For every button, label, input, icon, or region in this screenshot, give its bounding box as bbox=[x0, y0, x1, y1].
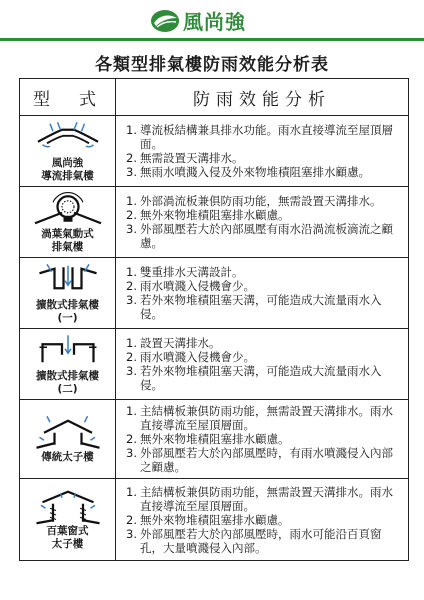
type-name: 擴散式排氣樓 (一) bbox=[36, 298, 99, 324]
analysis-item bbox=[126, 485, 402, 513]
item-number: 2. bbox=[126, 279, 137, 293]
item-text: 雨水噴濺入侵機會少。 bbox=[140, 279, 255, 293]
type-name: 風尚強 導流排氣樓 bbox=[41, 156, 94, 182]
item-number: 3. bbox=[126, 293, 137, 307]
analysis-item bbox=[126, 527, 402, 555]
item-number: 1. bbox=[126, 265, 137, 279]
analysis-list bbox=[126, 194, 402, 250]
analysis-item bbox=[126, 350, 402, 364]
item-text: 無外來物堆積阻塞排水顧慮。 bbox=[140, 512, 290, 527]
item-number: 3. bbox=[126, 165, 137, 179]
header-type: 型 式 bbox=[20, 79, 116, 116]
analysis-list bbox=[126, 404, 402, 474]
item-number: 2. bbox=[126, 432, 137, 446]
item-text: 雨水噴濺入侵機會少。 bbox=[140, 350, 255, 364]
analysis-list bbox=[126, 265, 402, 321]
analysis-cell bbox=[116, 258, 409, 329]
analysis-list bbox=[126, 336, 402, 392]
analysis-item bbox=[126, 404, 402, 432]
item-text: 雙重排水天溝設計。 bbox=[140, 265, 244, 279]
analysis-item bbox=[126, 265, 402, 279]
analysis-list bbox=[126, 123, 402, 179]
table-header-row bbox=[20, 79, 409, 116]
analysis-table bbox=[19, 78, 409, 561]
type-cell bbox=[20, 479, 116, 561]
type-name: 渦葉氣動式 排氣樓 bbox=[41, 227, 94, 253]
table-row bbox=[20, 258, 409, 329]
analysis-item bbox=[126, 432, 402, 446]
item-text: 外部渦流板兼俱防雨功能，無需設置天溝排水。 bbox=[140, 194, 382, 208]
analysis-item bbox=[126, 222, 402, 250]
analysis-cell bbox=[116, 479, 409, 561]
turbine-vent-icon bbox=[32, 190, 104, 228]
analysis-cell bbox=[116, 329, 409, 400]
analysis-item bbox=[126, 194, 402, 208]
analysis-item bbox=[126, 279, 402, 293]
type-cell bbox=[20, 116, 116, 187]
item-text: 主結構板兼俱防雨功能，無需設置天溝排水。雨水直接導流至屋頂層面。 bbox=[140, 404, 393, 432]
item-text: 導流板結構兼具排水功能。雨水直接導流至屋頂層面。 bbox=[140, 123, 393, 151]
item-number: 1. bbox=[126, 484, 137, 499]
analysis-cell bbox=[116, 116, 409, 187]
type-cell bbox=[20, 258, 116, 329]
type-cell bbox=[20, 329, 116, 400]
item-number: 1. bbox=[126, 194, 137, 208]
item-text: 主結構板兼俱防雨功能，無需設置天溝排水。雨水直接導流至屋頂層面。 bbox=[140, 484, 393, 513]
item-text: 外部風壓若大於內部風壓有雨水沿渦流板滴流之顧慮。 bbox=[140, 222, 393, 250]
analysis-item bbox=[126, 151, 402, 165]
diffuser-vent-2-icon bbox=[32, 332, 104, 370]
header bbox=[0, 0, 424, 48]
item-text: 無外來物堆積阻塞排水顧慮。 bbox=[140, 432, 290, 446]
analysis-item bbox=[126, 208, 402, 222]
type-name: 傳統太子樓 bbox=[41, 451, 94, 463]
item-number: 1. bbox=[126, 123, 137, 137]
analysis-item bbox=[126, 446, 402, 474]
page-title: 各類型排氣樓防雨效能分析表 bbox=[95, 55, 329, 75]
item-text: 若外來物堆積阻塞天溝，可能造成大流量雨水入侵。 bbox=[140, 364, 382, 392]
item-number: 2. bbox=[126, 512, 137, 527]
type-cell bbox=[20, 187, 116, 258]
item-text: 無需設置天溝排水。 bbox=[140, 151, 244, 165]
type-name: 百葉窗式 太子樓 bbox=[46, 525, 89, 550]
analysis-cell bbox=[116, 187, 409, 258]
analysis-item bbox=[126, 336, 402, 350]
table-row bbox=[20, 187, 409, 258]
analysis-cell bbox=[116, 400, 409, 479]
brand-logo bbox=[150, 6, 246, 35]
louver-monitor-icon bbox=[32, 487, 104, 525]
item-number: 3. bbox=[126, 222, 137, 236]
item-number: 3. bbox=[126, 364, 137, 378]
analysis-item bbox=[126, 364, 402, 392]
item-text: 設置天溝排水。 bbox=[140, 336, 221, 350]
analysis-item bbox=[126, 293, 402, 321]
table-row bbox=[20, 400, 409, 479]
header-analysis: 防雨效能分析 bbox=[116, 79, 409, 116]
traditional-monitor-icon bbox=[32, 413, 104, 451]
analysis-list bbox=[126, 485, 402, 555]
analysis-item bbox=[126, 513, 402, 527]
guide-flow-vent-icon bbox=[32, 119, 104, 157]
item-number: 2. bbox=[126, 208, 137, 222]
table-row bbox=[20, 479, 409, 561]
analysis-item bbox=[126, 123, 402, 151]
item-number: 2. bbox=[126, 151, 137, 165]
item-number: 3. bbox=[126, 526, 137, 541]
analysis-item bbox=[126, 165, 402, 179]
header-divider bbox=[0, 38, 424, 41]
item-text: 外部風壓若大於內部風壓時，雨水可能沿百頁窗孔，大量噴濺侵入內部。 bbox=[140, 526, 382, 555]
item-text: 外部風壓若大於內部風壓時，有雨水噴濺侵入內部之顧慮。 bbox=[140, 446, 393, 474]
leaf-logo-icon bbox=[150, 8, 180, 34]
item-number: 1. bbox=[126, 336, 137, 350]
table-row bbox=[20, 329, 409, 400]
type-cell bbox=[20, 400, 116, 479]
brand-name: 風尚強 bbox=[183, 10, 246, 34]
item-text: 無雨水噴濺入侵及外來物堆積阻塞排水顧慮。 bbox=[140, 165, 370, 179]
item-text: 無外來物堆積阻塞排水顧慮。 bbox=[140, 208, 290, 222]
item-text: 若外來物堆積阻塞天溝，可能造成大流量雨水入侵。 bbox=[140, 293, 382, 321]
item-number: 1. bbox=[126, 404, 137, 418]
item-number: 2. bbox=[126, 350, 137, 364]
diffuser-vent-1-icon bbox=[32, 261, 104, 299]
type-name: 擴散式排氣樓 (二) bbox=[36, 369, 99, 395]
item-number: 3. bbox=[126, 446, 137, 460]
table-row bbox=[20, 116, 409, 187]
